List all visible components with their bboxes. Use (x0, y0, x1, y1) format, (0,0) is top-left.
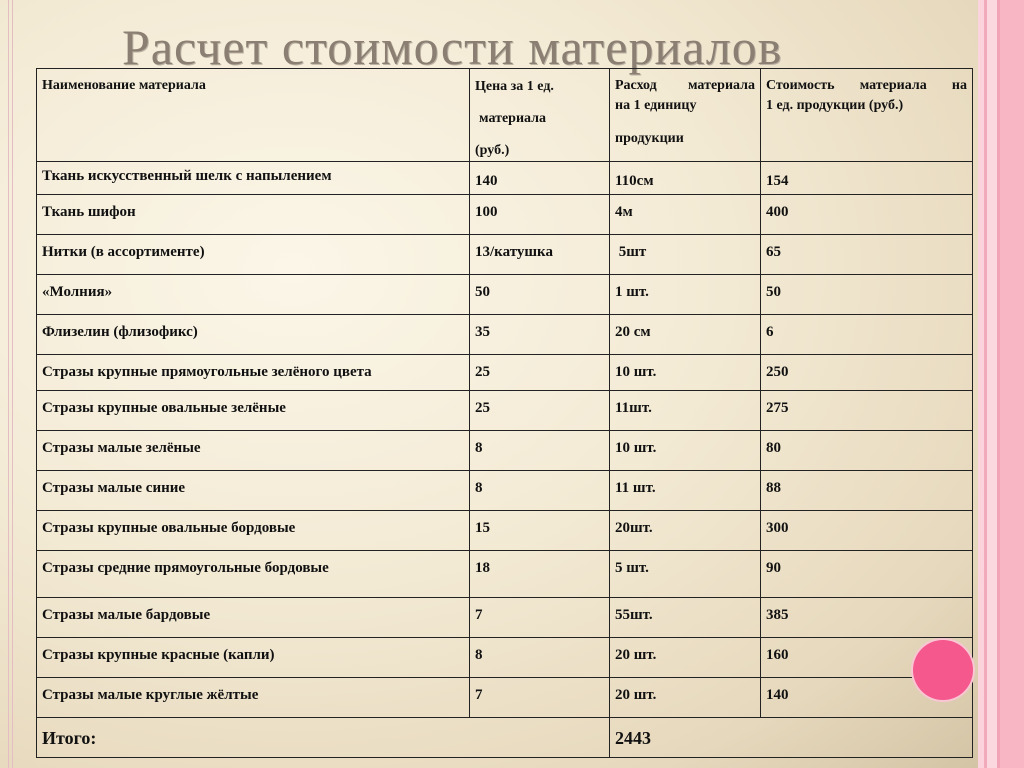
material-name-cell: Стразы малые круглые жёлтые (37, 678, 470, 718)
material-name-cell: Стразы средние прямоугольные бордовые (37, 551, 470, 598)
usage-cell: 20 шт. (610, 678, 761, 718)
usage-cell: 5 шт. (610, 551, 761, 598)
cost-cell: 65 (761, 235, 973, 275)
header-usage-line: Расход материала (615, 78, 755, 93)
header-cost-line: Стоимость материала на (766, 78, 967, 93)
cost-cell: 400 (761, 195, 973, 235)
material-name-cell: Стразы малые бардовые (37, 598, 470, 638)
price-cell: 25 (470, 391, 610, 431)
price-cell: 8 (470, 431, 610, 471)
usage-cell: 11шт. (610, 391, 761, 431)
price-cell: 7 (470, 598, 610, 638)
cost-cell: 90 (761, 551, 973, 598)
right-decor-stripe (1000, 0, 1024, 768)
material-name-cell: Стразы малые синие (37, 471, 470, 511)
cost-cell: 250 (761, 355, 973, 391)
header-cost (761, 69, 973, 162)
material-name-cell: Флизелин (флизофикс) (37, 315, 470, 355)
usage-cell: 20 см (610, 315, 761, 355)
table-row (37, 235, 973, 275)
cost-cell: 140 (761, 678, 973, 718)
table-row (37, 391, 973, 431)
table-row (37, 471, 973, 511)
price-cell: 25 (470, 355, 610, 391)
usage-cell: 110см (610, 162, 761, 195)
usage-cell: 5шт (610, 235, 761, 275)
table-row (37, 355, 973, 391)
table-row (37, 598, 973, 638)
usage-cell: 11 шт. (610, 471, 761, 511)
material-name-cell: Стразы крупные овальные бордовые (37, 511, 470, 551)
left-border-line (12, 0, 13, 768)
header-price-line: (руб.) (475, 143, 510, 158)
material-name-cell: Стразы малые зелёные (37, 431, 470, 471)
price-cell: 8 (470, 638, 610, 678)
table-header-row (37, 69, 973, 162)
material-name-cell: Стразы крупные красные (капли) (37, 638, 470, 678)
usage-cell: 55шт. (610, 598, 761, 638)
usage-cell: 20шт. (610, 511, 761, 551)
usage-cell: 1 шт. (610, 275, 761, 315)
header-usage-line: продукции (615, 131, 684, 146)
header-cost-line: 1 ед. продукции (руб.) (766, 98, 904, 113)
cost-cell: 154 (761, 162, 973, 195)
table-row (37, 678, 973, 718)
materials-table (36, 68, 973, 758)
header-price-line: Цена за 1 ед. (475, 79, 554, 94)
usage-cell: 10 шт. (610, 431, 761, 471)
right-decor-stripe (987, 0, 997, 768)
cost-cell: 300 (761, 511, 973, 551)
total-row (37, 718, 973, 758)
cost-cell: 275 (761, 391, 973, 431)
total-label: Итого: (37, 718, 610, 758)
material-name-cell: Стразы крупные овальные зелёные (37, 391, 470, 431)
material-name-cell: Стразы крупные прямоугольные зелёного цвета (37, 355, 470, 391)
table-row (37, 431, 973, 471)
price-cell: 35 (470, 315, 610, 355)
header-material-name: Наименование материала (37, 69, 470, 162)
header-price (470, 69, 610, 162)
cost-cell: 88 (761, 471, 973, 511)
price-cell: 140 (470, 162, 610, 195)
table-row (37, 315, 973, 355)
usage-cell: 10 шт. (610, 355, 761, 391)
material-name-cell: «Молния» (37, 275, 470, 315)
usage-cell: 20 шт. (610, 638, 761, 678)
price-cell: 50 (470, 275, 610, 315)
price-cell: 7 (470, 678, 610, 718)
material-name-cell: Ткань шифон (37, 195, 470, 235)
cost-cell: 80 (761, 431, 973, 471)
table-row (37, 195, 973, 235)
table-row (37, 551, 973, 598)
left-border-line (8, 0, 9, 768)
table-row (37, 511, 973, 551)
cost-cell: 6 (761, 315, 973, 355)
header-usage-line: на 1 единицу (615, 98, 697, 113)
usage-cell: 4м (610, 195, 761, 235)
table-row (37, 275, 973, 315)
price-cell: 13/катушка (470, 235, 610, 275)
header-price-line: материала (479, 111, 546, 126)
material-name-cell: Нитки (в ассортименте) (37, 235, 470, 275)
decorative-pink-circle (913, 640, 973, 700)
material-name-cell: Ткань искусственный шелк с напылением (37, 162, 470, 195)
slide-title: Расчет стоимости материалов (122, 19, 783, 75)
table-row (37, 162, 973, 195)
price-cell: 100 (470, 195, 610, 235)
total-value: 2443 (610, 718, 973, 758)
price-cell: 15 (470, 511, 610, 551)
table-row (37, 638, 973, 678)
cost-cell: 50 (761, 275, 973, 315)
price-cell: 8 (470, 471, 610, 511)
cost-cell: 160 (761, 638, 973, 678)
header-usage (610, 69, 761, 162)
price-cell: 18 (470, 551, 610, 598)
cost-cell: 385 (761, 598, 973, 638)
